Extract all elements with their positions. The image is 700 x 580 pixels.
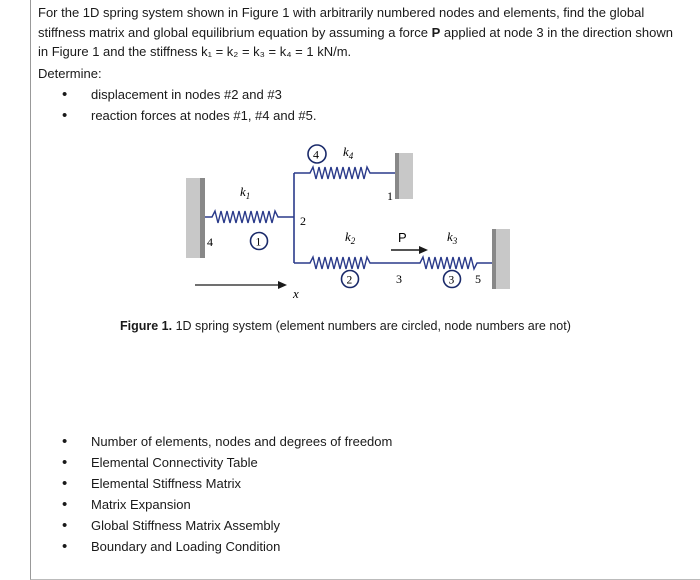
problem-line-2-a: stiffness matrix and global equilibrium equation by assuming a force — [38, 24, 432, 40]
steps-list — [62, 431, 392, 557]
node-label-3: 3 — [396, 272, 402, 286]
node-label-4: 4 — [207, 235, 213, 249]
step-item: • Number of elements, nodes and degrees of freedom — [62, 431, 392, 452]
element-number-3: 3 — [448, 274, 455, 287]
force-arrow-head — [419, 246, 428, 254]
figure-caption — [120, 319, 571, 333]
step-item: • Global Stiffness Matrix Assembly — [62, 515, 392, 536]
spring-k4 — [294, 167, 395, 179]
spring-label-k2: $k_2$ — [345, 229, 356, 246]
node-label-2: 2 — [300, 214, 306, 228]
step-item: • Elemental Stiffness Matrix — [62, 473, 392, 494]
node-label-1: 1 — [387, 189, 393, 203]
force-label: P — [398, 230, 407, 245]
spring-label-k3: $k_3$ — [447, 229, 458, 246]
element-number-1: 1 — [255, 236, 262, 249]
task-item: • reaction forces at nodes #1, #4 and #5. — [62, 105, 317, 126]
caption-prefix: Figure 1. — [120, 319, 173, 333]
element-number-2: 2 — [346, 274, 353, 287]
spring-k3 — [404, 257, 492, 269]
step-item: • Matrix Expansion — [62, 494, 392, 515]
bottom-right-wall-face — [492, 229, 496, 289]
problem-line-3: in Figure 1 and the stiffness k₁ = k₂ = k₃ = k₄ = 1 kN/m. — [38, 44, 352, 59]
step-item: • Boundary and Loading Condition — [62, 536, 392, 557]
determine-heading: Determine: — [38, 66, 102, 81]
spring-k2 — [294, 257, 404, 269]
task-item: • displacement in nodes #2 and #3 — [62, 84, 317, 105]
problem-line-1: For the 1D spring system shown in Figure 1 with arbitrarily numbered nodes and elements, find the global — [38, 5, 645, 20]
element-number-4: 4 — [313, 147, 319, 162]
problem-line-2-b: applied at node 3 in the direction shown — [440, 24, 673, 40]
x-axis-label: x — [293, 286, 299, 301]
step-item: • Elemental Connectivity Table — [62, 452, 392, 473]
force-symbol: P — [431, 24, 441, 40]
left-wall-face — [200, 178, 205, 258]
spring-k1 — [205, 211, 294, 223]
x-axis-arrow-head — [278, 281, 287, 289]
node-label-5: 5 — [475, 272, 481, 286]
caption-text: 1D spring system (element numbers are circled, node numbers are not) — [172, 319, 571, 333]
spring-label-k4: $k_4$ — [343, 144, 354, 161]
top-right-wall-face — [395, 153, 399, 199]
spring-label-k1: $k_1$ — [240, 184, 251, 201]
